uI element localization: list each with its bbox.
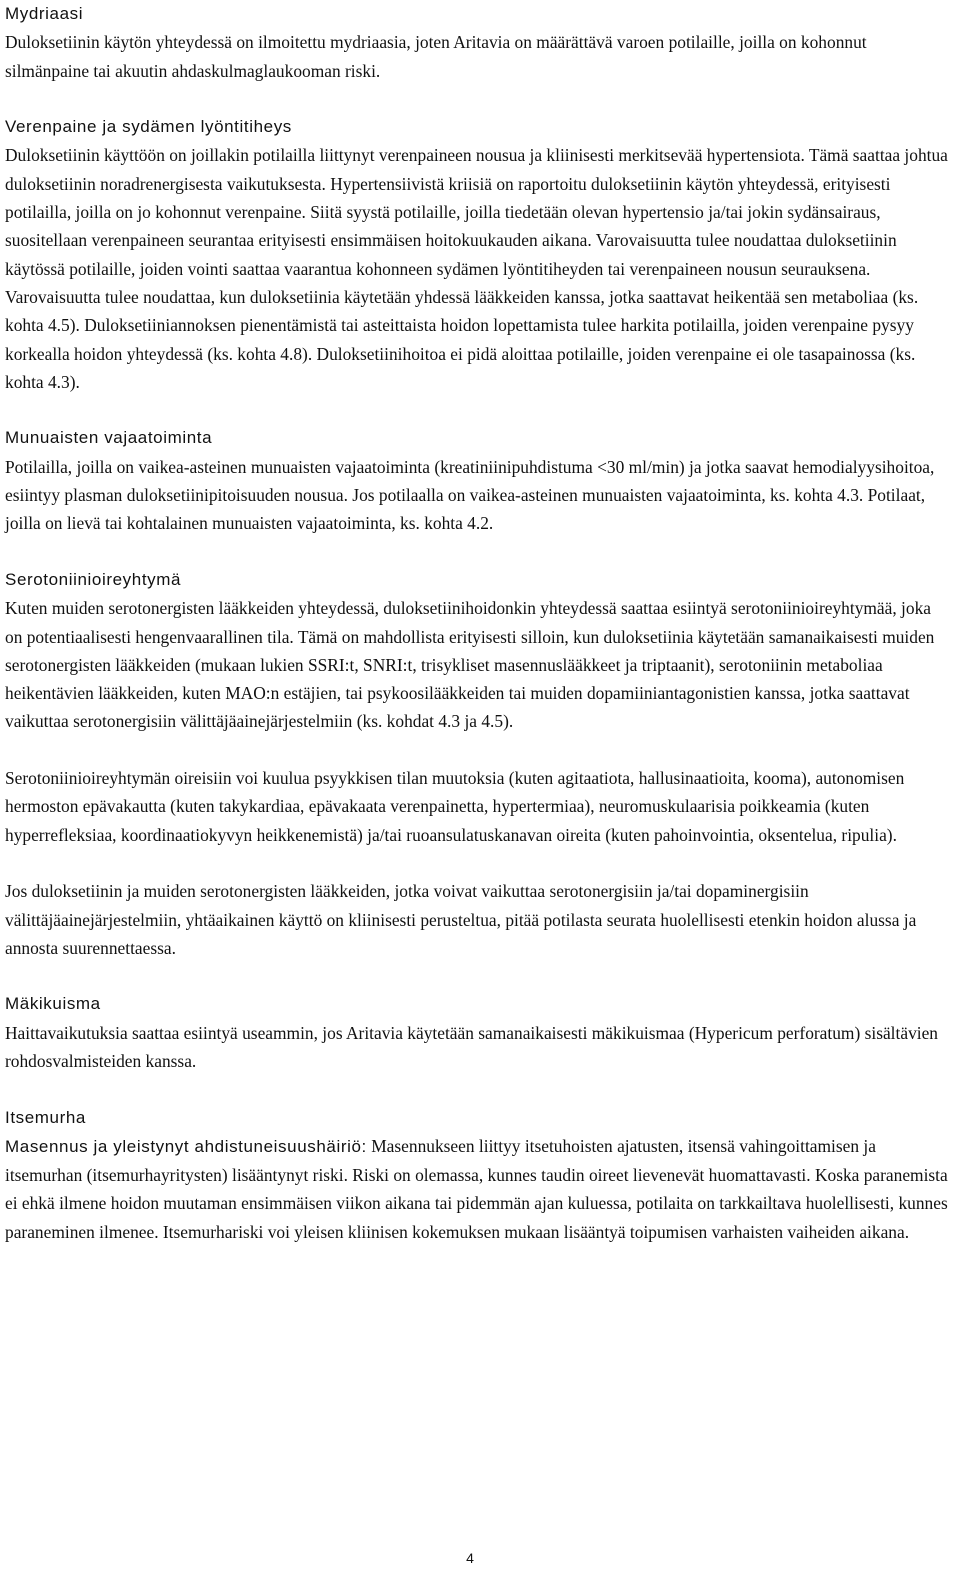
section-itsemurha [5,1104,950,1246]
paragraph: Kuten muiden serotonergisten lääkkeiden yhteydessä, duloksetiinihoidonkin yhteydessä saattaa esiintyä serotoniinioireyhtymää, joka on potentiaalisesti hengenvaarallinen tila. Tämä on mahdollista erityisesti silloin, kun duloksetiinia käytetään samanaikaisesti muiden serotonergisten lääkkeiden (mukaan lukien SSRI:t, SNRI:t, trisykliset masennuslääkkeet ja triptaanit), serotoniinin metaboliaa heikentävien lääkkeiden, kuten MAO:n estäjien, tai psykoosilääkkeiden tai muiden dopamiiniantagonistien kanssa, jotka saattavat vaikuttaa serotonergisiin välittäjäainejärjestelmiin (ks. kohdat 4.3 ja 4.5). [5,598,935,732]
section-heading: Verenpaine ja sydämen lyöntitiheys [5,117,292,137]
section-heading: Itsemurha [5,1107,86,1127]
paragraph: Duloksetiinin käyttöön on joillakin potilailla liittynyt verenpaineen nousua ja kliinisesti merkitsevää hypertensiota. Tämä saattaa johtua duloksetiinin noradrenergisesta vaikutuksesta. Hypertensiivistä kriisiä on raportoitu duloksetiinin käytön yhteydessä, erityisesti potilailla, joilla on jo kohonnut verenpaine. Siitä syystä potilaille, joilla tiedetään olevan hypertensio ja/tai jokin sydänsairaus, suositellaan verenpaineen seurantaa erityisesti ensimmäisen hoitokuukauden aikana. Varovaisuutta tulee noudattaa duloksetiinin käytössä potilaille, joiden vointi saattaa vaarantua kohonneen sydämen lyöntitiheyden tai verenpaineen nousun seurauksena. Varovaisuutta tulee noudattaa, kun duloksetiinia käytetään yhdessä lääkkeiden kanssa, jotka saattavat heikentää sen metaboliaa (ks. kohta 4.5). Duloksetiiniannoksen pienentämistä tai asteittaista hoidon lopettamista tulee harkita potilailla, joiden verenpaine pysyy korkealla hoidon yhteydessä (ks. kohta 4.8). Duloksetiinihoitoa ei pidä aloittaa potilaille, joiden verenpaine ei ole tasapainossa (ks. kohta 4.3). [5,145,948,392]
section-heading: Mydriaasi [5,4,84,23]
paragraph-lead: Masennus ja yleistynyt ahdistuneisuushäiriö: [5,1136,367,1156]
section-heading: Mäkikuisma [5,994,101,1014]
paragraph-text: Masennukseen liittyy itsetuhoisten ajatusten, itsensä vahingoittamisen ja itsemurhan (itsemurhayritysten) lisääntynyt riski. Riski on olemassa, kunnes taudin oireet lievenevät huomattavasti. Koska paranemista ei ehkä ilmene hoidon muutaman ensimmäisen viikon aikana tai pidemmän ajan kuluessa, potilaita on tarkkailtava huolellisesti, kunnes paraneminen ilmenee. Itsemurhariski voi yleisen kliinisen kokemuksen mukaan lisääntyä toipumisen varhaisten vaiheiden aikana. [5,1135,948,1242]
page-number: 4 [466,1550,474,1566]
section-makikuisma [5,990,950,1075]
section-heading: Serotoniinioireyhtymä [5,569,182,589]
section-heading: Munuaisten vajaatoiminta [5,428,213,448]
paragraph: Potilailla, joilla on vaikea-asteinen munuaisten vajaatoiminta (kreatiniinipuhdistuma <30 ml/min) ja jotka saavat hemodialyysihoitoa, esiintyy plasman duloksetiinipitoisuuden nousua. Jos potilaalla on vaikea-asteinen munuaisten vajaatoiminta, ks. kohta 4.3. Potilaat, joilla on lievä tai kohtalainen munuaisten vajaatoiminta, ks. kohta 4.2. [5,456,935,534]
section-verenpaine [5,113,950,396]
paragraph: Jos duloksetiinin ja muiden serotonergisten lääkkeiden, jotka voivat vaikuttaa serotonergisiin ja/tai dopaminergisiin välittäjäainejärjestelmiin, yhtäaikainen käyttö on kliinisesti perusteltua, pitää potilasta seurata huolellisesti etenkin hoidon alussa ja annosta suurennettaessa. [5,881,917,958]
paragraph: Serotoniinioireyhtymän oireisiin voi kuulua psyykkisen tilan muutoksia (kuten agitaatiota, hallusinaatioita, kooma), autonomisen hermoston epävakautta (kuten takykardiaa, epävakaata verenpainetta, hypertermiaa), neuromuskulaarisia poikkeamia (kuten hyperrefleksiaa, koordinaatiokyvyn heikkenemistä) ja/tai ruoansulatuskanavan oireita (kuten pahoinvointia, oksentelua, ripulia). [5,768,905,845]
section-serotoniinioireyhtyma [5,566,950,962]
document-body [5,0,950,1246]
paragraph-with-lead [5,1132,950,1246]
paragraph: Haittavaikutuksia saattaa esiintyä useammin, jos Aritavia käytetään samanaikaisesti mäkikuismaa (Hypericum perforatum) sisältävien rohdosvalmisteiden kanssa. [5,1022,939,1071]
section-munuaisten-vajaatoiminta [5,424,950,537]
section-mydriaasi [5,0,950,85]
paragraph: Duloksetiinin käytön yhteydessä on ilmoitettu mydriaasia, joten Aritavia on määrättävä varoen potilaille, joilla on kohonnut silmänpaine tai akuutin ahdaskulmaglaukooman riski. [5,32,867,81]
